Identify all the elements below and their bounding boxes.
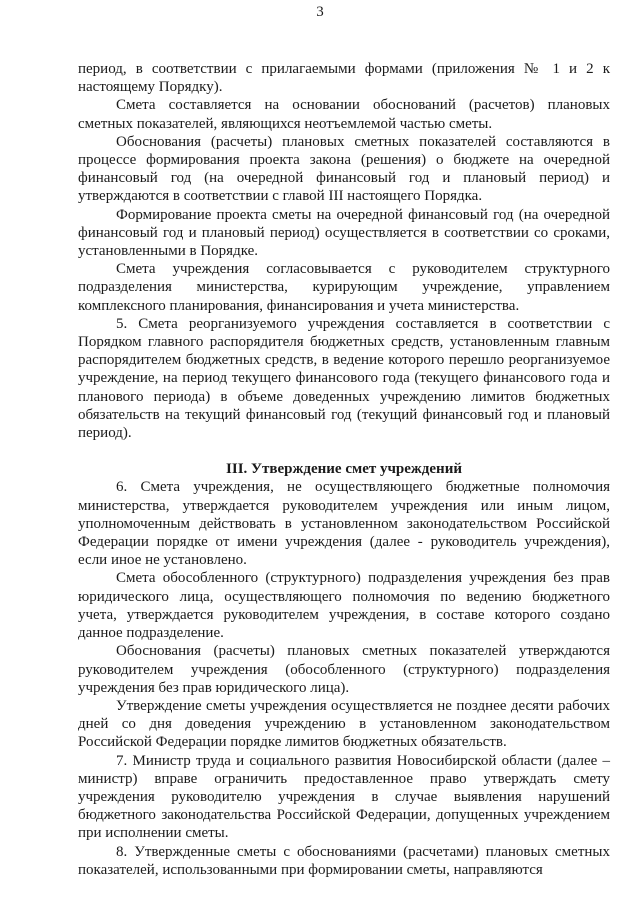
paragraph: 6. Смета учреждения, не осуществляющего бюджетные полномочия министерства, утверждается руководителем учреждения или иным лицом, уполномоченным действовать в установленном законодательством Российской Федерации порядке от имени учреждения (далее - руководитель учреждения), если иное не установлено. bbox=[78, 479, 610, 569]
paragraph: период, в соответствии с прилагаемыми формами (приложения № 1 и 2 к настоящему Порядку). bbox=[78, 61, 610, 96]
paragraph: Смета обособленного (структурного) подразделения учреждения без прав юридического лица, осуществляющего полномочия по ведению бюджетного учета, утверждается руководителем учреждения, в составе которого создано данное подразделение. bbox=[78, 570, 610, 642]
paragraph: Обоснования (расчеты) плановых сметных показателей утверждаются руководителем учреждения (обособленного (структурного) подразделения учреждения без прав юридического лица). bbox=[78, 643, 610, 696]
paragraph: Формирование проекта сметы на очередной финансовый год (на очередной финансовый год и плановый период) осуществляется в соответствии со сроками, установленными в Порядке. bbox=[78, 206, 610, 260]
document-body bbox=[78, 60, 610, 879]
paragraph: Смета учреждения согласовывается с руководителем структурного подразделения министерства, курирующим учреждение, управлением комплексного планирования, финансирования и учета министерства. bbox=[78, 261, 610, 314]
paragraph: 8. Утвержденные сметы с обоснованиями (расчетами) плановых сметных показателей, использованными при формировании сметы, направляются bbox=[78, 843, 610, 878]
paragraph: Утверждение сметы учреждения осуществляется не позднее десяти рабочих дней со дня доведения учреждению в установленном законодательством Российской Федерации порядке лимитов бюджетных обязательств. bbox=[78, 697, 610, 751]
paragraph: 5. Смета реорганизуемого учреждения составляется в соответствии с Порядком главного распорядителя бюджетных средств, установленным главным распорядителем бюджетных средств, в ведение которого перешло реорганизуемое учреждение, на период текущего финансового года (текущего финансового года и планового периода) в объеме доведенных учреждению лимитов бюджетных обязательств на текущий финансовый год (текущий финансовый год и плановый период). bbox=[78, 315, 610, 442]
section-heading: III. Утверждение смет учреждений bbox=[226, 461, 462, 478]
page-number: 3 bbox=[316, 4, 324, 20]
paragraph: Обоснования (расчеты) плановых сметных показателей составляются в процессе формирования проекта закона (решения) о бюджете на очередной финансовый год (на очередной финансовый год и плановый период) и утверждаются в соответствии с главой III настоящего Порядка. bbox=[78, 133, 610, 205]
paragraph: Смета составляется на основании обоснований (расчетов) плановых сметных показателей, являющихся неотъемлемой частью сметы. bbox=[78, 97, 610, 132]
paragraph: 7. Министр труда и социального развития Новосибирской области (далее – министр) вправе ограничить предоставленное право утверждать смету учреждения руководителю учреждения в случае выявления нарушений бюджетного законодательства Российской Федерации, допущенных учреждением при исполнении сметы. bbox=[78, 752, 610, 842]
